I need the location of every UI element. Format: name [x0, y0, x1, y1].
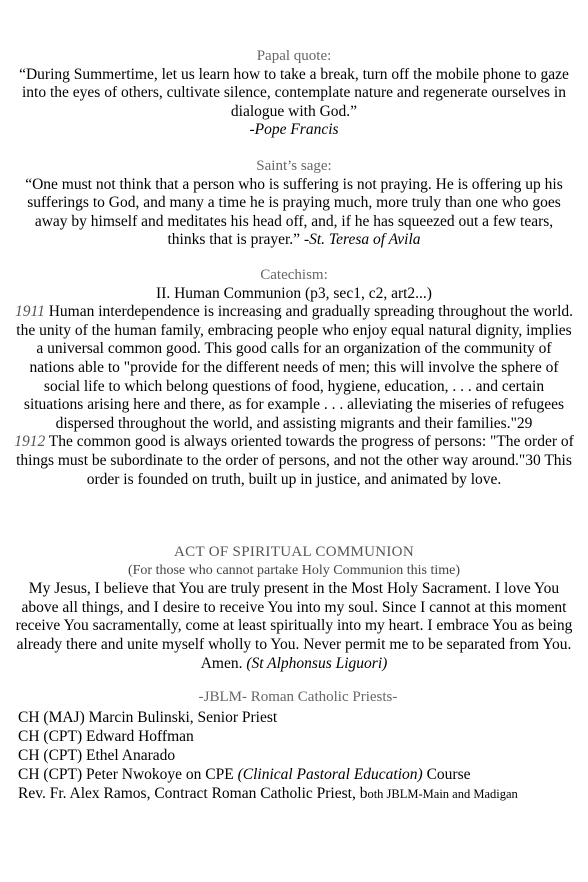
saint-sage-attribution: -St. Teresa of Avila	[303, 231, 421, 249]
priests-section	[18, 688, 578, 804]
priest-line-4	[18, 765, 578, 784]
priest-line-1: CH (MAJ) Marcin Bulinski, Senior Priest	[18, 709, 278, 726]
papal-quote-section	[14, 47, 574, 140]
saint-sage-label: Saint’s sage:	[256, 158, 332, 174]
priest-line-5	[18, 784, 578, 804]
priest-line-5-locations: oth JBLM-Main and Madigan	[367, 787, 518, 801]
priest-line-4-name: CH (CPT) Peter Nwokoye on CPE	[18, 766, 238, 783]
catechism-paragraph-text: The common good is always oriented towards the progress of persons: "The order of things must be subordinate to the order of persons, and not the other way around."30 This order is founded on truth, built up in justice, and animated by love.	[16, 433, 574, 488]
papal-quote-label: Papal quote:	[256, 48, 332, 64]
papal-quote-body: “During Summertime, let us learn how to take a break, turn off the mobile phone to gaze into the eyes of others, cultivate silence, contemplate nature and regenerate ourselves in dialogue with God.”	[19, 65, 569, 120]
papal-quote-text	[14, 66, 574, 140]
priest-line-3: CH (CPT) Ethel Anarado	[18, 747, 176, 764]
catechism-subtitle: II. Human Communion (p3, sec1, c2, art2...)	[156, 284, 432, 302]
priests-heading: -JBLM- Roman Catholic Priests-	[198, 689, 398, 705]
spiritual-communion-prayer	[14, 580, 574, 673]
saint-sage-text	[14, 176, 574, 250]
catechism-label: Catechism:	[260, 267, 328, 283]
priest-line-4-cpe: (Clinical Pastoral Education)	[237, 766, 423, 783]
spiritual-communion-section	[14, 543, 574, 673]
spiritual-communion-title: ACT OF SPIRITUAL COMMUNION	[174, 544, 414, 560]
catechism-paragraph-text: Human interdependence is increasing and gradually spreading throughout the world. the unity of the human family, embracing people who enjoy equal natural dignity, implies a universal common good. This good calls for an organization of the community of nations able to "provide for the different needs of men; this will involve the sphere of social life to which belong questions of food, hygiene, education, . . . and certain situations arising here and there, as for example . . . alleviating the miseries of refugees dispersed throughout the world, and assisting migrants and their families."29	[16, 303, 573, 432]
catechism-paragraph-number: 1911	[15, 303, 45, 321]
saint-sage-section	[14, 157, 574, 250]
saint-sage-body: “One must not think that a person who is suffering is not praying. He is offering up his sufferings to God, and many a time he is praying much, more truly than one who goes away by himself and meditates his head off, and, if he has squeezed out a few tears, thinks that is prayer.”	[25, 175, 563, 249]
catechism-section	[14, 266, 574, 489]
catechism-paragraph	[14, 433, 574, 489]
priest-line-4-course: Course	[422, 766, 471, 783]
papal-quote-attribution: -Pope Francis	[249, 121, 339, 139]
priest-line-2: CH (CPT) Edward Hoffman	[18, 728, 194, 745]
spiritual-communion-text: My Jesus, I believe that You are truly present in the Most Holy Sacrament. I love You above all things, and I desire to receive You into my soul. Since I cannot at this moment receive You sacramentally, come at least spiritually into my heart. I embrace You as being already there and unite myself wholly to You. Never permit me to be separated from You. Amen.	[15, 580, 573, 672]
priest-line-5-name: Rev. Fr. Alex Ramos, Contract Roman Catholic Priest, b	[18, 785, 368, 802]
catechism-paragraph-number: 1912	[14, 433, 46, 451]
spiritual-communion-subtitle: (For those who cannot partake Holy Communion this time)	[127, 562, 461, 578]
catechism-paragraph	[14, 303, 574, 433]
spiritual-communion-attribution: (St Alphonsus Liguori)	[246, 654, 388, 672]
